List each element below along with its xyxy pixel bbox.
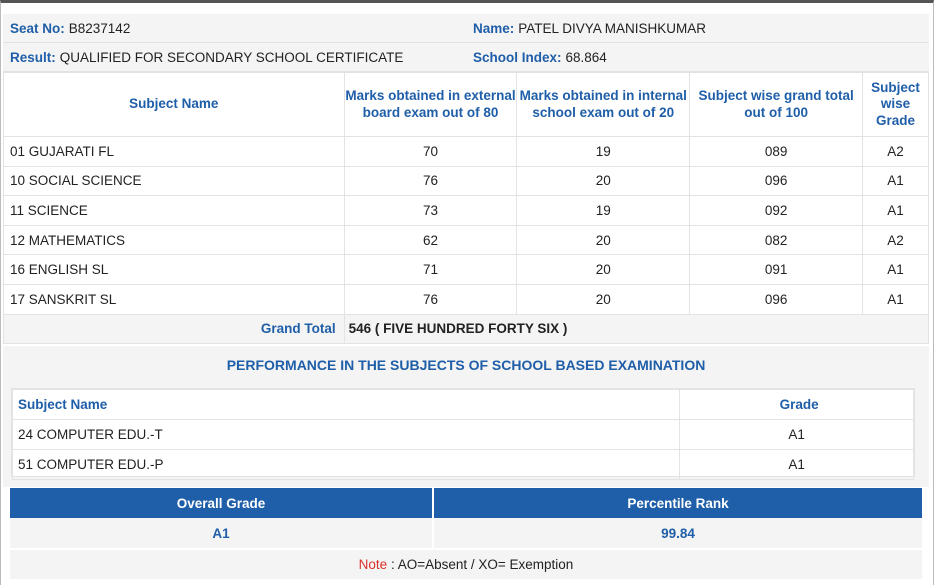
subject-grade: A2	[863, 137, 929, 167]
result-value: QUALIFIED FOR SECONDARY SCHOOL CERTIFICATE	[59, 49, 404, 65]
subject-name: 11 SCIENCE	[4, 196, 345, 226]
table-row	[13, 450, 914, 480]
grand-total-row	[4, 314, 929, 344]
subject-grade: A1	[863, 255, 929, 285]
subject-grade: A1	[863, 284, 929, 314]
internal-marks: 20	[517, 225, 690, 255]
school-based-section	[3, 346, 929, 487]
external-marks: 76	[344, 284, 517, 314]
note-text: : AO=Absent / XO= Exemption	[387, 557, 574, 572]
internal-marks: 20	[517, 166, 690, 196]
subject-total: 082	[690, 225, 863, 255]
seat-value: B8237142	[68, 20, 131, 36]
col-grand-total: Subject wise grand total out of 100	[690, 73, 863, 137]
school-based-title: PERFORMANCE IN THE SUBJECTS OF SCHOOL BASED EXAMINATION	[226, 357, 706, 373]
marks-header-row	[4, 73, 929, 137]
school-header-row	[13, 390, 914, 420]
table-row	[4, 196, 929, 226]
subject-name: 01 GUJARATI FL	[4, 137, 345, 167]
table-row	[4, 255, 929, 285]
name-cell	[465, 14, 706, 42]
name-label: Name:	[473, 20, 515, 36]
school-based-table-wrap	[11, 388, 915, 477]
result-label: Result:	[10, 49, 56, 65]
internal-marks: 19	[517, 196, 690, 226]
overall-header-row	[10, 488, 922, 518]
subject-grade: A2	[863, 225, 929, 255]
school-subject-grade: A1	[680, 450, 914, 480]
subject-name: 10 SOCIAL SCIENCE	[4, 166, 345, 196]
school-subject-name: 51 COMPUTER EDU.-P	[13, 450, 680, 480]
result-index-row	[3, 43, 929, 72]
index-label: School Index:	[473, 49, 562, 65]
overall-grade-value: A1	[10, 518, 433, 548]
school-based-table	[12, 389, 914, 480]
table-row	[4, 166, 929, 196]
note-bar	[10, 549, 922, 579]
name-value: PATEL DIVYA MANISHKUMAR	[518, 20, 707, 36]
table-row	[4, 137, 929, 167]
col-subject-grade: Subject wise Grade	[863, 73, 929, 137]
col-external-marks: Marks obtained in external board exam out of 80	[344, 73, 517, 137]
subject-total: 089	[690, 137, 863, 167]
subject-total: 096	[690, 284, 863, 314]
internal-marks: 19	[517, 137, 690, 167]
seat-name-row	[3, 14, 929, 43]
table-row	[4, 225, 929, 255]
result-cell	[3, 43, 465, 71]
overall-table	[10, 488, 922, 548]
external-marks: 71	[344, 255, 517, 285]
subject-name: 17 SANSKRIT SL	[4, 284, 345, 314]
external-marks: 62	[344, 225, 517, 255]
subject-name: 16 ENGLISH SL	[4, 255, 345, 285]
subject-grade: A1	[863, 166, 929, 196]
school-subject-grade: A1	[680, 420, 914, 450]
subject-grade: A1	[863, 196, 929, 226]
table-row	[13, 420, 914, 450]
subject-total: 091	[690, 255, 863, 285]
note-prefix: Note	[358, 557, 388, 572]
grand-total-value: 546 ( FIVE HUNDRED FORTY SIX )	[344, 314, 928, 344]
external-marks: 73	[344, 196, 517, 226]
overall-value-row	[10, 518, 922, 548]
col-subject-name: Subject Name	[4, 73, 345, 137]
internal-marks: 20	[517, 284, 690, 314]
marks-table	[3, 72, 929, 344]
grand-total-label: Grand Total	[4, 314, 345, 344]
external-marks: 76	[344, 166, 517, 196]
internal-marks: 20	[517, 255, 690, 285]
school-col-subject: Subject Name	[13, 390, 680, 420]
percentile-rank-value: 99.84	[433, 518, 922, 548]
overall-grade-label: Overall Grade	[10, 488, 433, 518]
index-value: 68.864	[565, 49, 607, 65]
percentile-rank-label: Percentile Rank	[433, 488, 922, 518]
subject-total: 096	[690, 166, 863, 196]
subject-name: 12 MATHEMATICS	[4, 225, 345, 255]
school-col-grade: Grade	[680, 390, 914, 420]
subject-total: 092	[690, 196, 863, 226]
table-row	[4, 284, 929, 314]
external-marks: 70	[344, 137, 517, 167]
index-cell	[465, 43, 607, 71]
seat-cell	[3, 14, 465, 42]
col-internal-marks: Marks obtained in internal school exam out of 20	[517, 73, 690, 137]
seat-label: Seat No:	[10, 20, 65, 36]
school-subject-name: 24 COMPUTER EDU.-T	[13, 420, 680, 450]
